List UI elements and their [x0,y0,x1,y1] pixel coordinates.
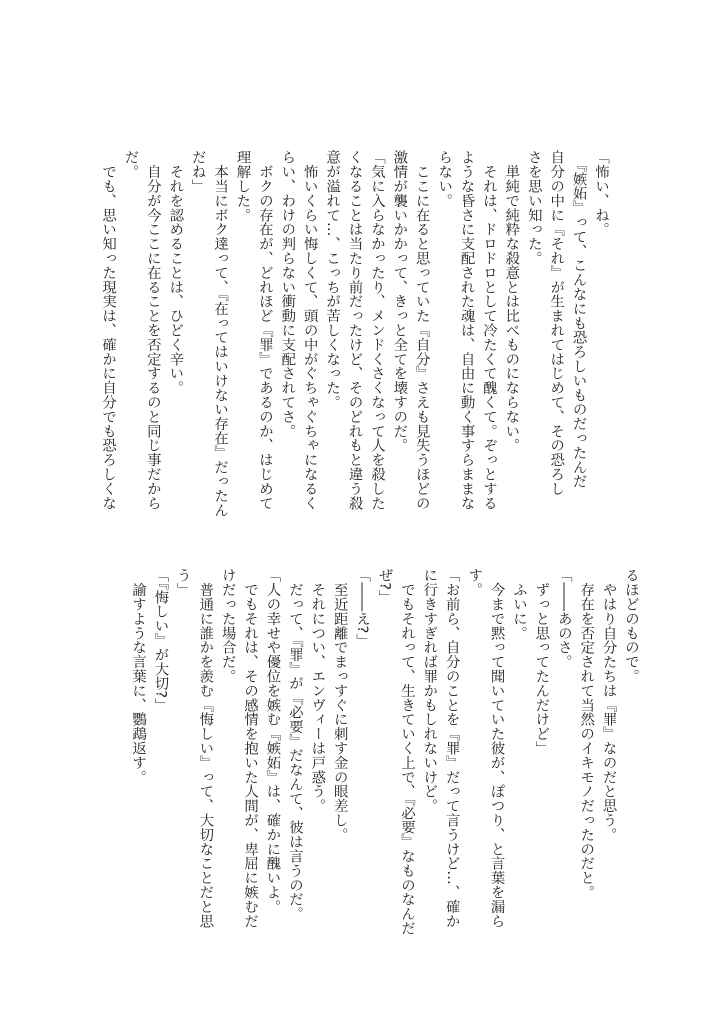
text-line: 意が溢れて…、こっちが苦しくなった。 [324,150,341,410]
text-line: だ。 [122,150,139,179]
text-line: ぜ?」 [376,568,393,605]
text-line: 激情が襲いかかって、きっと全てを壊すのだ。 [391,150,408,453]
text-line: けだった場合だ。 [219,568,236,684]
text-line: ような昏さに支配された魂は、自由に動く事すらままな [458,150,475,510]
text-line: ボクの存在が、どれほど『罪』であるのか、はじめて [256,150,273,510]
text-line: 存在を否定されて当然のイキモノだったのだと。 [578,568,595,900]
text-block-upper [97,150,612,520]
text-line: 本当にボク達って、『在ってはいけない存在』だったん [212,150,229,518]
text-line: 今まで黙って聞いていた彼が、ぽつり、と言葉を漏ら [488,568,505,928]
text-line: やはり自分たちは『罪』なのだと思う。 [600,568,617,842]
text-line: だって、『罪』が『必要』だなんて、彼は言うのだ。 [286,568,303,921]
text-line: 至近距離でまっすぐに刺す金の眼差し。 [331,568,348,842]
text-line: それは、ドロドロとして冷たくて醜くて。ぞっとする [480,150,497,510]
text-line: 普通に誰かを羨む『悔しい』って、大切なことだと思 [197,568,214,928]
text-line: 怖いくらい悔しくて、頭の中がぐちゃぐちゃになるく [301,150,318,510]
text-line: それについ、エンヴィーは戸惑う。 [309,568,326,813]
text-line: るほどのもので。 [623,568,639,684]
text-line: さを思い知った。 [525,150,542,266]
text-block-lower [127,568,642,938]
text-line: ずっと思ってたんだけど」 [533,568,550,756]
text-line: 「気に入らなかったり、メンドくさくなって人を殺した [368,150,385,510]
text-line: 理解した。 [234,150,251,222]
text-line: 「――あのさ。 [555,568,572,669]
text-line: でも、思い知った現実は、確かに自分でも恐ろしくな [100,150,117,510]
text-line: 自分が今ここに在ることを否定するのと同じ事だから [144,150,161,510]
text-line: でもそれは、その感情を抱いた人間が、卑屈に嫉むだ [242,568,259,928]
text-line: す。 [466,568,483,597]
text-line: だね」 [189,150,206,194]
text-line: 単純で純粋な殺意とは比べものにならない。 [503,150,520,453]
text-line: 自分の中に『それ』が生まれてはじめて、その恐ろし [548,150,565,496]
text-line: 「人の幸せや優位を嫉む『嫉妬』は、確かに醜いよ。 [264,568,281,914]
text-line: らい、わけの判らない衝動に支配されてさ。 [279,150,296,438]
text-line: に行きすぎれば罪かもしれないけど。 [421,568,438,813]
text-line: 「――え?」 [354,568,371,648]
text-line: くなることは当たり前だったけど、そのどれもと違う殺 [346,150,363,510]
text-line: う」 [174,568,191,597]
text-line: ここに在ると思っていた『自分』さえも見失うほどの [413,150,430,510]
text-line: らない。 [436,150,453,208]
text-line: 「怖い、ね。 [593,150,609,237]
text-line: 『嫉妬』って、こんなにも恐ろしいものだったんだ [570,150,587,489]
text-line: 「お前ら、自分のことを『罪』だって言うけど…、確か [443,568,460,928]
text-line: 「『悔しい』が大切?」 [152,568,169,713]
text-line: でもそれって、生きていく上で、『必要』なものなんだ [398,568,415,936]
text-line: それを認めることは、ひどく辛い。 [167,150,184,395]
text-line: 諭すような言葉に、鸚鵡返す。 [130,568,147,784]
text-line: ふいに。 [510,568,527,640]
